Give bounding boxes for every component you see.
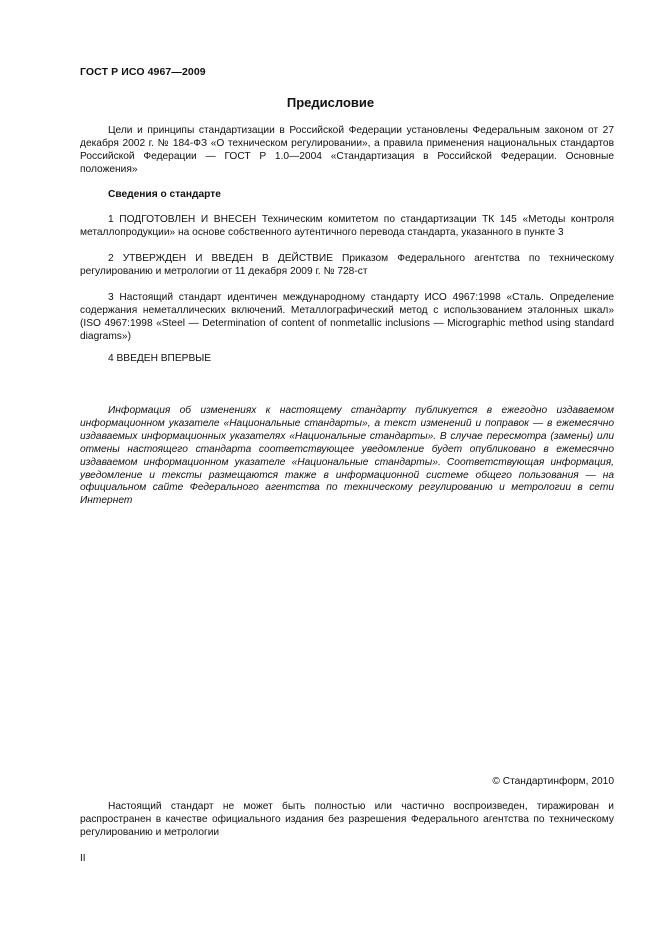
item-1-paragraph: 1 ПОДГОТОВЛЕН И ВНЕСЕН Техническим комитетом по стандартизации ТК 145 «Методы контроля металлопродукции» на основе собственного аутентичного перевода стандарта, указанного в пункте 3 [80, 214, 614, 238]
item-4-paragraph: 4 ВВЕДЕН ВПЕРВЫЕ [108, 353, 212, 364]
reproduction-notice-paragraph: Настоящий стандарт не может быть полностью или частично воспроизведен, тиражирован и распространен в качестве официального издания без разрешения Федерального агентства по техническому регулированию и метрологии [80, 801, 614, 838]
copyright-line: © Стандартинформ, 2010 [492, 776, 614, 787]
notice-paragraph: Информация об изменениях к настоящему стандарту публикуется в ежегодно издаваемом информационном указателе «Национальные стандарты», а текст изменений и поправок — в ежемесячно издаваемых информационных указателях «Национальные стандарты». В случае пересмотра (замены) или отмены настоящего стандарта соответствующее уведомление будет опубликовано в ежемесячно издаваемом информационном указателе «Национальные стандарты». Соответствующая информация, уведомление и тексты размещаются также в информационной системе общего пользования — на официальном сайте Федерального агентства по техническому регулированию и метрологии в сети Интернет [80, 405, 614, 507]
page-number: II [80, 853, 86, 864]
info-heading: Сведения о стандарте [108, 189, 221, 200]
item-2-paragraph: 2 УТВЕРЖДЕН И ВВЕДЕН В ДЕЙСТВИЕ Приказом Федерального агентства по техническому регулированию и метрологии от 11 декабря 2009 г. № 728-ст [80, 253, 614, 277]
page-title: Предисловие [286, 95, 375, 110]
item-3-paragraph: 3 Настоящий стандарт идентичен международному стандарту ИСО 4967:1998 «Сталь. Определение содержания неметаллических включений. Металлографический метод с использованием эталонных шкал» (ISO 4967:1998 «Steel — Determination of content of nonmetallic inclusions — Micrographic method using standard diagrams») [80, 292, 614, 342]
standard-id-header: ГОСТ Р ИСО 4967—2009 [80, 66, 206, 78]
intro-paragraph: Цели и принципы стандартизации в Российской Федерации установлены Федеральным законом от 27 декабря 2002 г. № 184-ФЗ «О техническом регулировании», а правила применения национальных стандартов Российской Федерации — ГОСТ Р 1.0—2004 «Стандартизация в Российской Федерации. Основные положения» [80, 125, 614, 175]
